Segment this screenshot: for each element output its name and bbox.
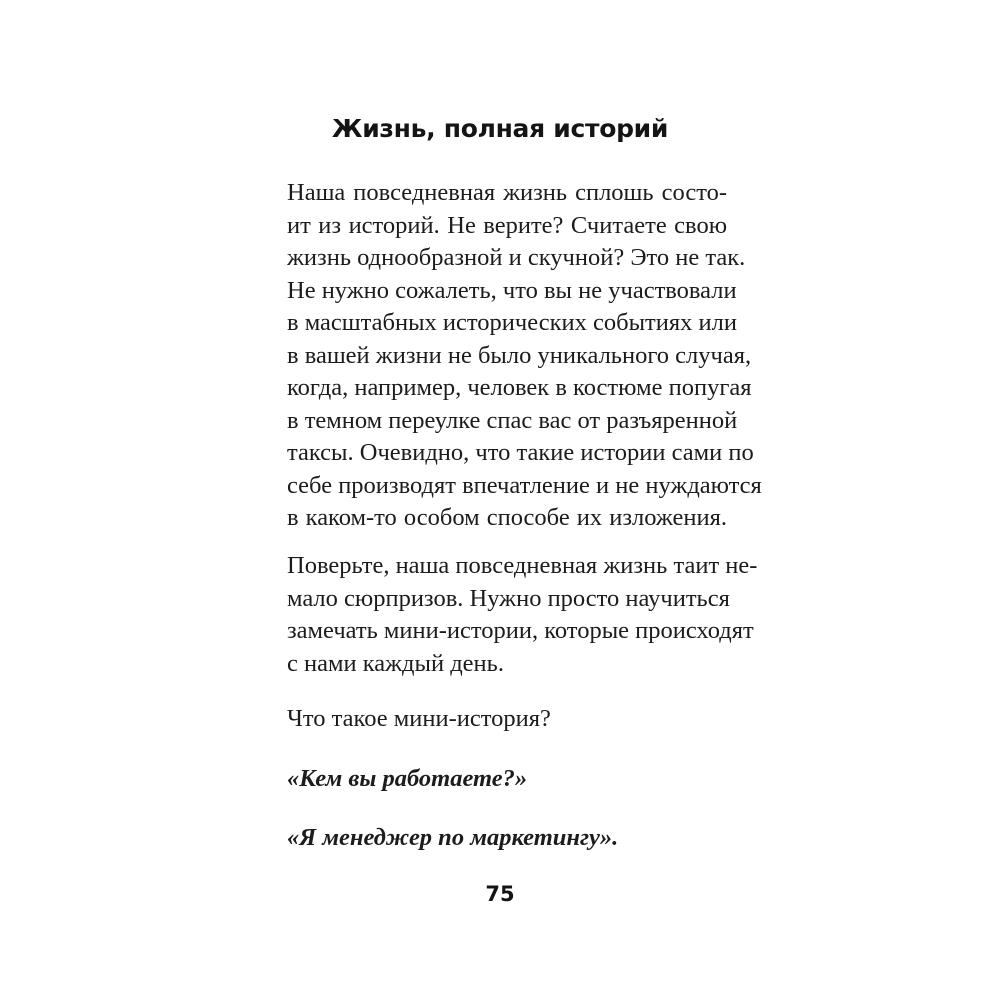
dialogue-quote-2	[287, 822, 727, 855]
paragraph-line: Наша повседневная жизнь сплошь состо-	[287, 179, 727, 206]
paragraph-line: жизнь однообразной и скучной? Это не так.	[287, 244, 746, 271]
quote-text: «Я менеджер по маркетингу».	[287, 824, 619, 851]
paragraph-line: Не нужно сожалеть, что вы не участвовали	[287, 276, 737, 304]
paragraph-line: замечать мини-истории, которые происходят	[287, 617, 754, 644]
paragraph-line: ит из историй. Не верите? Считаете свою	[287, 211, 727, 239]
page-number: 75	[485, 882, 515, 906]
dialogue-quote-1	[287, 763, 727, 796]
quote-text: «Кем вы работаете?»	[287, 765, 528, 792]
paragraph-1	[287, 177, 762, 535]
question-text: Что такое мини-история?	[287, 705, 551, 732]
page-title: Жизнь, полная историй	[331, 114, 669, 143]
paragraph-line: с нами каждый день.	[287, 649, 504, 677]
paragraph-line: таксы. Очевидно, что такие истории сами по	[287, 439, 754, 466]
paragraph-line: Поверьте, наша повседневная жизнь таит не-	[287, 552, 758, 579]
paragraph-line: себе производят впечатление и не нуждаются	[287, 471, 762, 499]
paragraph-line: в каком-то особом способе их изложения.	[287, 504, 727, 531]
paragraph-line: когда, например, человек в костюме попугая	[287, 374, 752, 401]
paragraph-line: в масштабных исторических событиях или	[287, 309, 737, 336]
paragraph-line: мало сюрпризов. Нужно просто научиться	[287, 584, 730, 612]
question-paragraph	[287, 703, 727, 736]
paragraph-line: в темном переулке спас вас от разъяренной	[287, 406, 738, 434]
paragraph-line: в вашей жизни не было уникального случая,	[287, 341, 752, 369]
paragraph-2	[287, 550, 758, 680]
